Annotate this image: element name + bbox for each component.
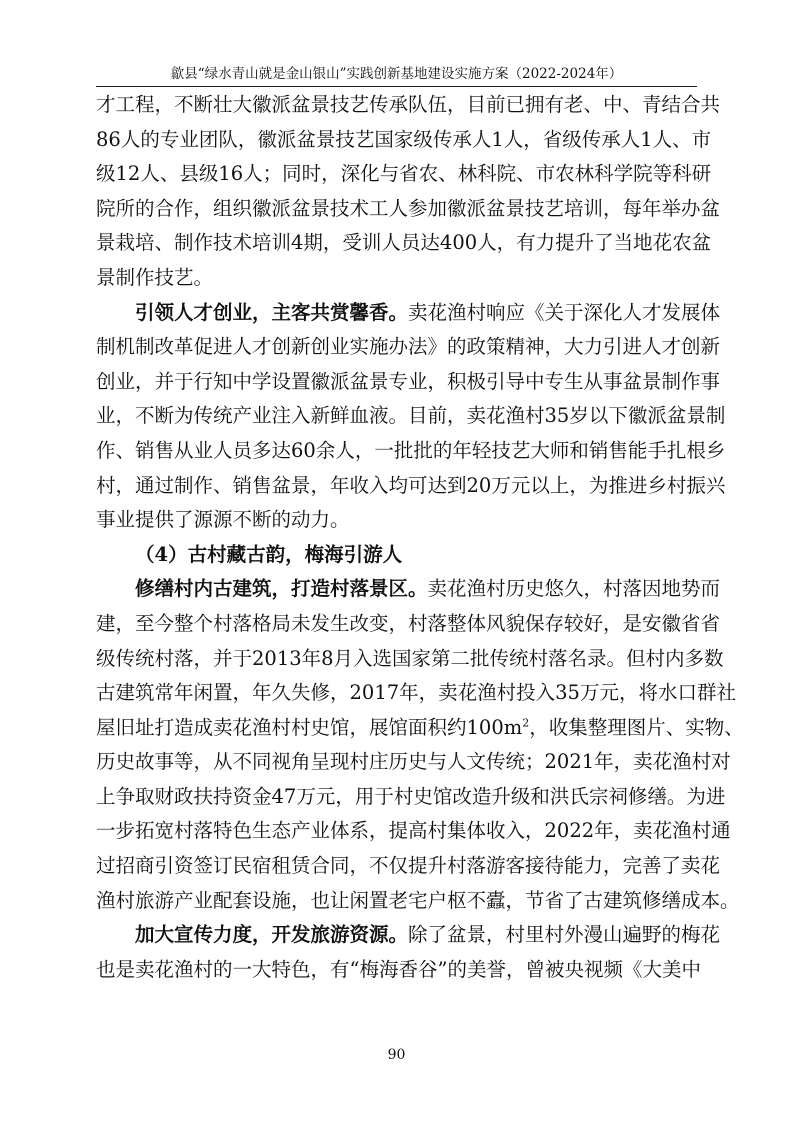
- superscript-2: 2: [522, 716, 530, 730]
- para4-line-2: 也是卖花渔村的一大特色，有“梅海香谷”的美誉，曾被央视频《大美中: [96, 957, 701, 981]
- para3-line-1: [96, 572, 721, 607]
- document-body: [96, 88, 744, 987]
- para2-line-2: 制机制改革促进人才创新创业实施办法》的政策精神，大力引进人才创新: [96, 335, 721, 359]
- para4-line-1: [96, 918, 721, 953]
- para2-line-7: 事业提供了源源不断的动力。: [96, 508, 350, 532]
- para3-line-5: [96, 711, 744, 746]
- para3-line-2: 建，至今整个村落格局未发生改变，村落整体风貌保存较好，是安徽省省: [96, 611, 721, 635]
- para1-line-4: 院所的合作，组织徽派盆景技术工人参加徽派盆景技艺培训，每年举办盆: [96, 196, 721, 220]
- para3-line-6: 历史故事等，从不同视角呈现村庄历史与人文传统；2021年，卖花渔村对: [96, 750, 731, 774]
- para2-first-rest: 卖花渔村响应《关于深化人才发展体: [408, 300, 721, 324]
- para2-line-4: 业，不断为传统产业注入新鲜血液。目前，卖花渔村35岁以下徽派盆景制: [96, 404, 726, 428]
- para2-lead: 引领人才创业，主客共赏馨香。: [135, 300, 409, 324]
- para3-line-7: 上争取财政扶持资金47万元，用于村史馆改造升级和洪氏宗祠修缮。为进: [96, 784, 726, 808]
- para4-lead: 加大宣传力度，开发旅游资源。: [135, 923, 409, 947]
- para3-line-10: 渔村旅游产业配套设施，也让闲置老宅户枢不蠹，节省了古建筑修缮成本。: [96, 888, 740, 912]
- page-header: [96, 64, 697, 87]
- para1-line-2: 86人的专业团队，徽派盆景技艺国家级传承人1人，省级传承人1人、市: [96, 127, 712, 151]
- para1-line-3: 级12人、县级16人；同时，深化与省农、林科院、市农林科学院等科研: [96, 162, 712, 186]
- para2-line-6: 村，通过制作、销售盆景，年收入均可达到20万元以上，为推进乡村振兴: [96, 473, 726, 497]
- para3-line-9: 过招商引资签订民宿租赁合同，不仅提升村落游客接待能力，完善了卖花: [96, 854, 721, 878]
- para2-line-1: [96, 296, 721, 331]
- page-number: 90: [387, 1047, 406, 1063]
- para3-lead: 修缮村内古建筑，打造村落景区。: [135, 577, 428, 601]
- para2-line-3: 创业，并于行知中学设置徽派盆景专业，积极引导中专生从事盆景制作事: [96, 369, 721, 393]
- para1-line-5: 景栽培、制作技术培训4期，受训人员达400人，有力提升了当地花农盆: [96, 231, 712, 255]
- para3-line-3: 级传统村落，并于2013年8月入选国家第二批传统村落名录。但村内多数: [96, 646, 724, 670]
- header-title: 歙县“绿水青山就是金山银山”实践创新基地建设实施方案（2022-2024年）: [170, 66, 623, 82]
- para3-line-5-pre: 屋旧址打造成卖花渔村村史馆，展馆面积约100m: [96, 715, 523, 739]
- para1-line-1: 才工程，不断壮大徽派盆景技艺传承队伍，目前已拥有老、中、青结合共: [96, 93, 721, 116]
- para1-line-6: 景制作技艺。: [96, 265, 214, 289]
- para3-line-4: 古建筑常年闲置，年久失修，2017年，卖花渔村投入35万元，将水口群社: [96, 681, 736, 705]
- para3-line-5-post: ，收集整理图片、实物、: [529, 715, 744, 739]
- para4-first-rest: 除了盆景，村里村外漫山遍野的梅花: [408, 923, 721, 947]
- para2-line-5: 作、销售从业人员多达60余人，一批批的年轻技艺大师和销售能手扎根乡: [96, 438, 726, 462]
- section-heading: （4）古村藏古韵，梅海引游人: [135, 542, 403, 566]
- para3-first-rest: 卖花渔村历史悠久，村落因地势而: [427, 577, 721, 601]
- para3-line-8: 一步拓宽村落特色生态产业体系，提高村集体收入，2022年，卖花渔村通: [96, 819, 731, 843]
